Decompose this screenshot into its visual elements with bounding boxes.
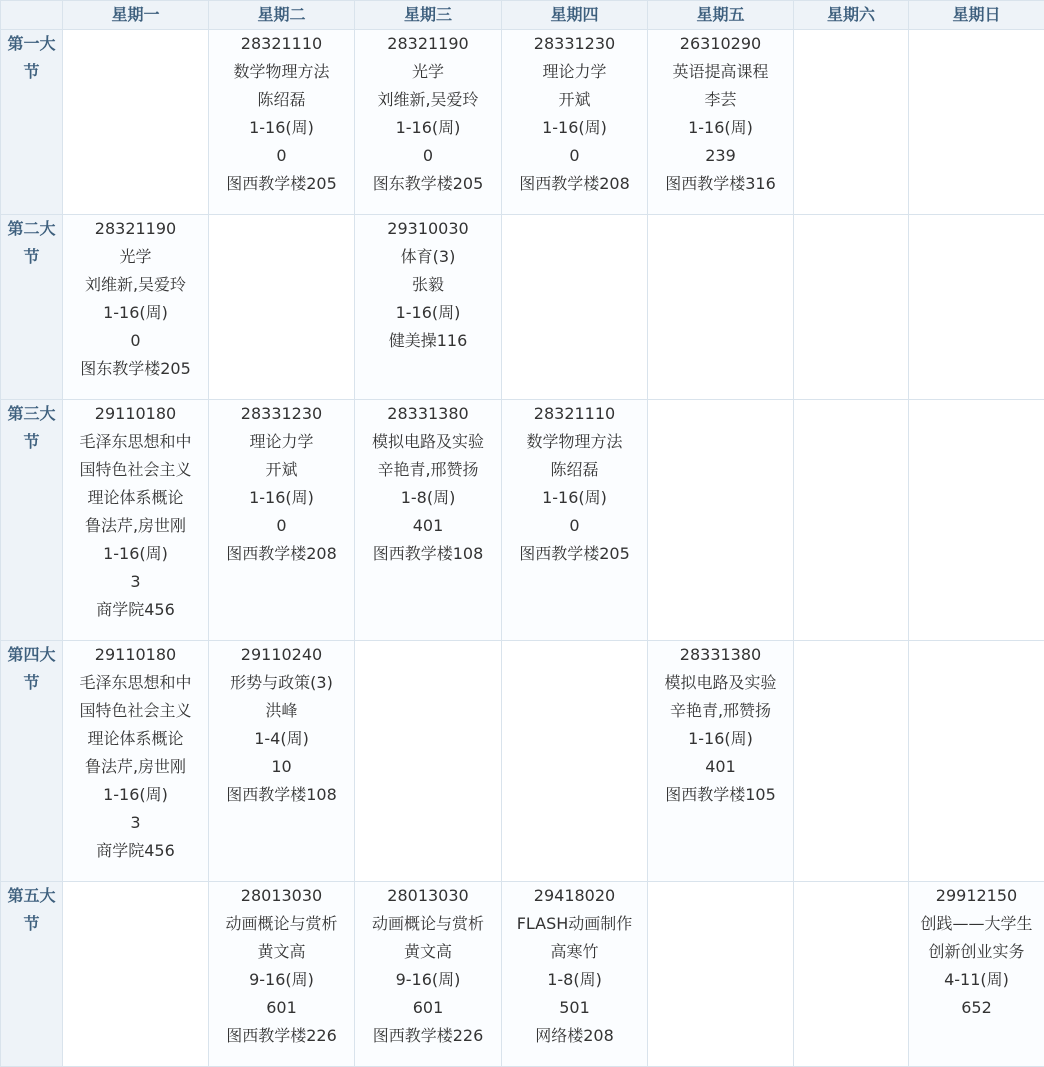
course-detail-line: 刘维新,吴爱玲 xyxy=(63,271,208,299)
course-detail-line: 1-4(周) xyxy=(209,725,354,753)
course-detail-line: 1-16(周) xyxy=(209,484,354,512)
course-entry[interactable] xyxy=(209,30,354,198)
course-entry[interactable] xyxy=(355,882,501,1050)
course-detail-line: 401 xyxy=(355,512,501,540)
course-detail-line: 图西教学楼205 xyxy=(209,170,354,198)
course-entry[interactable] xyxy=(502,400,647,568)
day-header-sat: 星期六 xyxy=(794,1,909,30)
course-detail-line: 理论力学 xyxy=(209,428,354,456)
course-detail-line: 图西教学楼226 xyxy=(209,1022,354,1050)
course-detail-line: 英语提高课程 xyxy=(648,58,793,86)
timetable-cell-thu xyxy=(502,400,648,641)
timetable-body xyxy=(1,30,1044,1067)
course-detail-line: 形势与政策(3) xyxy=(209,669,354,697)
course-detail-line: 239 xyxy=(648,142,793,170)
course-detail-line: 0 xyxy=(502,142,647,170)
course-detail-line: 数学物理方法 xyxy=(209,58,354,86)
day-header-fri: 星期五 xyxy=(648,1,794,30)
course-detail-line: 9-16(周) xyxy=(355,966,501,994)
timetable-cell-mon xyxy=(63,641,209,882)
course-detail-line: 模拟电路及实验 xyxy=(648,669,793,697)
course-detail-line: 开斌 xyxy=(502,86,647,114)
course-detail-line: 健美操116 xyxy=(355,327,501,355)
course-entry[interactable] xyxy=(502,30,647,198)
course-detail-line: 图西教学楼316 xyxy=(648,170,793,198)
course-detail-line: 网络楼208 xyxy=(502,1022,647,1050)
course-detail-line: 理论体系概论 xyxy=(63,725,208,753)
timetable-cell-tue xyxy=(209,215,355,400)
course-detail-line: FLASH动画制作 xyxy=(502,910,647,938)
course-detail-line: 国特色社会主义 xyxy=(63,697,208,725)
course-detail-line: 商学院456 xyxy=(63,837,208,865)
course-detail-line: 鲁法芹,房世刚 xyxy=(63,512,208,540)
course-entry[interactable] xyxy=(209,882,354,1050)
course-code: 26310290 xyxy=(648,30,793,58)
course-detail-line: 图东教学楼205 xyxy=(63,355,208,383)
course-detail-line: 1-8(周) xyxy=(355,484,501,512)
course-detail-line: 1-16(周) xyxy=(63,299,208,327)
course-detail-line: 1-16(周) xyxy=(63,540,208,568)
course-detail-line: 数学物理方法 xyxy=(502,428,647,456)
course-entry[interactable] xyxy=(648,30,793,198)
course-detail-line: 毛泽东思想和中 xyxy=(63,428,208,456)
course-code: 29110180 xyxy=(63,400,208,428)
course-code: 29418020 xyxy=(502,882,647,910)
period-row xyxy=(1,882,1044,1067)
course-detail-line: 图西教学楼208 xyxy=(502,170,647,198)
course-detail-line: 创新创业实务 xyxy=(909,938,1044,966)
period-row xyxy=(1,400,1044,641)
course-code: 28013030 xyxy=(209,882,354,910)
timetable-cell-fri xyxy=(648,641,794,882)
course-detail-line: 图西教学楼205 xyxy=(502,540,647,568)
day-header-wed: 星期三 xyxy=(355,1,502,30)
timetable-cell-sun xyxy=(909,882,1044,1067)
course-detail-line: 601 xyxy=(209,994,354,1022)
course-detail-line: 0 xyxy=(209,142,354,170)
period-label: 第一大节 xyxy=(1,30,63,215)
course-detail-line: 图东教学楼205 xyxy=(355,170,501,198)
course-entry[interactable] xyxy=(355,30,501,198)
timetable-cell-wed xyxy=(355,30,502,215)
timetable-cell-sat xyxy=(794,215,909,400)
course-detail-line: 1-16(周) xyxy=(63,781,208,809)
period-row xyxy=(1,641,1044,882)
course-detail-line: 1-16(周) xyxy=(209,114,354,142)
timetable-cell-tue xyxy=(209,400,355,641)
timetable-cell-sat xyxy=(794,641,909,882)
period-label: 第五大节 xyxy=(1,882,63,1067)
period-row xyxy=(1,30,1044,215)
course-detail-line: 4-11(周) xyxy=(909,966,1044,994)
course-detail-line: 1-16(周) xyxy=(502,484,647,512)
course-detail-line: 开斌 xyxy=(209,456,354,484)
course-detail-line: 1-16(周) xyxy=(648,114,793,142)
timetable-cell-thu xyxy=(502,215,648,400)
course-detail-line: 3 xyxy=(63,809,208,837)
course-code: 29110180 xyxy=(63,641,208,669)
timetable-cell-thu xyxy=(502,641,648,882)
course-detail-line: 理论体系概论 xyxy=(63,484,208,512)
corner-cell xyxy=(1,1,63,30)
timetable-cell-sat xyxy=(794,30,909,215)
course-code: 28321110 xyxy=(209,30,354,58)
course-detail-line: 鲁法芹,房世刚 xyxy=(63,753,208,781)
course-detail-line: 商学院456 xyxy=(63,596,208,624)
timetable-cell-mon xyxy=(63,215,209,400)
timetable-cell-wed xyxy=(355,215,502,400)
timetable-cell-thu xyxy=(502,30,648,215)
course-detail-line: 毛泽东思想和中 xyxy=(63,669,208,697)
timetable-cell-wed xyxy=(355,400,502,641)
course-code: 28321190 xyxy=(355,30,501,58)
timetable-cell-sun xyxy=(909,400,1044,641)
course-detail-line: 图西教学楼108 xyxy=(209,781,354,809)
course-entry[interactable] xyxy=(63,641,208,865)
course-detail-line: 0 xyxy=(502,512,647,540)
course-entry[interactable] xyxy=(502,882,647,1050)
course-code: 29912150 xyxy=(909,882,1044,910)
course-detail-line: 理论力学 xyxy=(502,58,647,86)
course-detail-line: 图西教学楼208 xyxy=(209,540,354,568)
timetable-cell-fri xyxy=(648,400,794,641)
course-detail-line: 李芸 xyxy=(648,86,793,114)
timetable-cell-thu xyxy=(502,882,648,1067)
period-label: 第二大节 xyxy=(1,215,63,400)
course-code: 29110240 xyxy=(209,641,354,669)
timetable-cell-wed xyxy=(355,882,502,1067)
course-detail-line: 辛艳青,邢赞扬 xyxy=(355,456,501,484)
course-detail-line: 401 xyxy=(648,753,793,781)
timetable-cell-sun xyxy=(909,215,1044,400)
course-detail-line: 601 xyxy=(355,994,501,1022)
day-header-row xyxy=(1,1,1044,30)
timetable-cell-fri xyxy=(648,30,794,215)
course-entry[interactable] xyxy=(209,400,354,568)
course-detail-line: 1-16(周) xyxy=(355,299,501,327)
course-detail-line: 10 xyxy=(209,753,354,781)
course-entry[interactable] xyxy=(355,215,501,355)
course-detail-line: 黄文高 xyxy=(209,938,354,966)
course-entry[interactable] xyxy=(63,400,208,624)
course-entry[interactable] xyxy=(355,400,501,568)
course-detail-line: 刘维新,吴爱玲 xyxy=(355,86,501,114)
course-code: 28331380 xyxy=(648,641,793,669)
timetable-cell-tue xyxy=(209,641,355,882)
course-entry[interactable] xyxy=(63,215,208,383)
course-detail-line: 1-16(周) xyxy=(502,114,647,142)
period-label: 第三大节 xyxy=(1,400,63,641)
course-detail-line: 1-8(周) xyxy=(502,966,647,994)
course-detail-line: 0 xyxy=(355,142,501,170)
course-detail-line: 体育(3) xyxy=(355,243,501,271)
course-detail-line: 国特色社会主义 xyxy=(63,456,208,484)
course-code: 28321190 xyxy=(63,215,208,243)
course-detail-line: 1-16(周) xyxy=(648,725,793,753)
day-header-sun: 星期日 xyxy=(909,1,1044,30)
course-detail-line: 0 xyxy=(209,512,354,540)
timetable-cell-tue xyxy=(209,882,355,1067)
course-entry[interactable] xyxy=(209,641,354,809)
course-detail-line: 图西教学楼105 xyxy=(648,781,793,809)
timetable-cell-fri xyxy=(648,882,794,1067)
course-code: 29310030 xyxy=(355,215,501,243)
timetable-cell-mon xyxy=(63,30,209,215)
timetable-cell-mon xyxy=(63,882,209,1067)
course-detail-line: 图西教学楼226 xyxy=(355,1022,501,1050)
period-row xyxy=(1,215,1044,400)
course-detail-line: 图西教学楼108 xyxy=(355,540,501,568)
course-entry[interactable] xyxy=(909,882,1044,1022)
day-header-thu: 星期四 xyxy=(502,1,648,30)
timetable-cell-sat xyxy=(794,882,909,1067)
course-code: 28331230 xyxy=(502,30,647,58)
course-detail-line: 创践——大学生 xyxy=(909,910,1044,938)
course-detail-line: 洪峰 xyxy=(209,697,354,725)
timetable-cell-sat xyxy=(794,400,909,641)
course-detail-line: 光学 xyxy=(63,243,208,271)
course-detail-line: 9-16(周) xyxy=(209,966,354,994)
course-detail-line: 652 xyxy=(909,994,1044,1022)
course-detail-line: 高寒竹 xyxy=(502,938,647,966)
course-detail-line: 动画概论与赏析 xyxy=(355,910,501,938)
period-label: 第四大节 xyxy=(1,641,63,882)
day-header-tue: 星期二 xyxy=(209,1,355,30)
course-entry[interactable] xyxy=(648,641,793,809)
timetable-cell-tue xyxy=(209,30,355,215)
course-detail-line: 张毅 xyxy=(355,271,501,299)
course-detail-line: 黄文高 xyxy=(355,938,501,966)
course-detail-line: 0 xyxy=(63,327,208,355)
course-detail-line: 3 xyxy=(63,568,208,596)
timetable-cell-wed xyxy=(355,641,502,882)
course-code: 28013030 xyxy=(355,882,501,910)
timetable-cell-fri xyxy=(648,215,794,400)
course-detail-line: 陈绍磊 xyxy=(502,456,647,484)
timetable-cell-mon xyxy=(63,400,209,641)
day-header-mon: 星期一 xyxy=(63,1,209,30)
course-detail-line: 陈绍磊 xyxy=(209,86,354,114)
course-detail-line: 1-16(周) xyxy=(355,114,501,142)
course-code: 28321110 xyxy=(502,400,647,428)
timetable-cell-sun xyxy=(909,641,1044,882)
course-detail-line: 光学 xyxy=(355,58,501,86)
course-code: 28331230 xyxy=(209,400,354,428)
course-detail-line: 模拟电路及实验 xyxy=(355,428,501,456)
timetable-cell-sun xyxy=(909,30,1044,215)
course-detail-line: 501 xyxy=(502,994,647,1022)
course-code: 28331380 xyxy=(355,400,501,428)
course-detail-line: 动画概论与赏析 xyxy=(209,910,354,938)
course-detail-line: 辛艳青,邢赞扬 xyxy=(648,697,793,725)
